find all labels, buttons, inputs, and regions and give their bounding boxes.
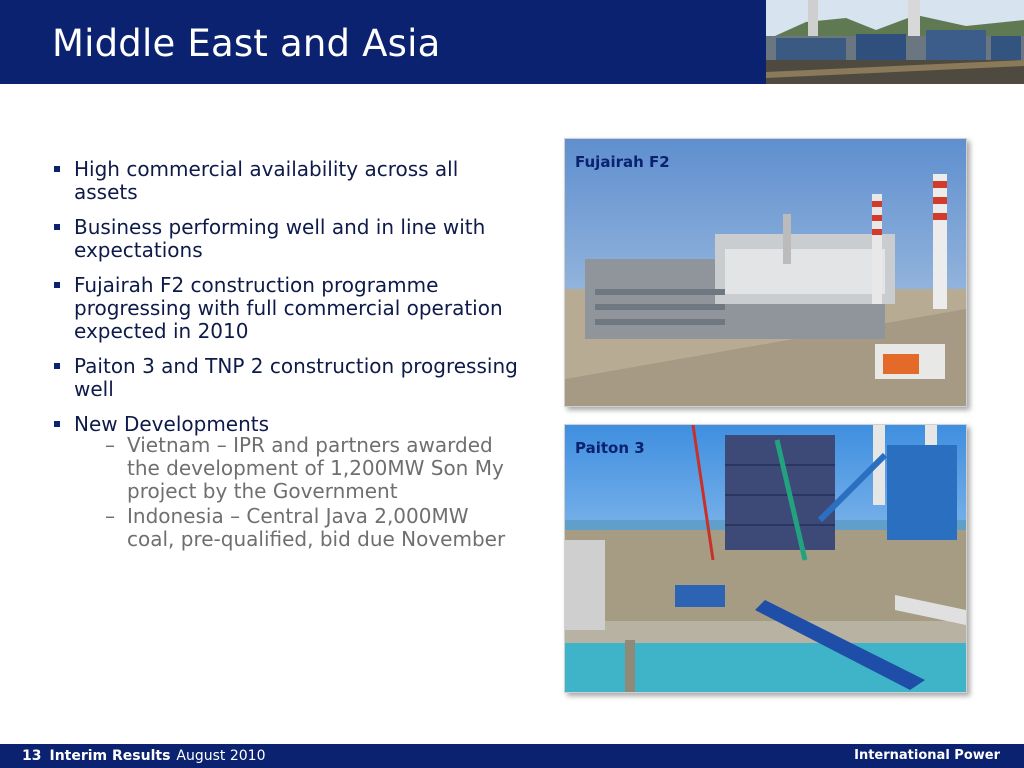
square-bullet-icon [54,421,60,427]
slide-footer [0,744,1024,768]
bullet-item [52,355,522,401]
sub-bullet-list [52,434,522,551]
bullet-item [52,274,522,343]
bullet-text: Fujairah F2 construction programme progressing with full commercial operation expected in 2010 [74,273,503,343]
page-number: 13 [22,748,42,764]
bullet-item [52,158,522,204]
slide-header [0,0,1024,84]
square-bullet-icon [54,166,60,172]
sub-bullet-text: Vietnam – IPR and partners awarded the development of 1,200MW Son My project by the Government [127,433,504,503]
slide-title: Middle East and Asia [52,22,441,65]
company-name: International Power [854,748,1000,763]
document-title: Interim Results [49,748,171,764]
bullet-list [52,158,522,553]
bullet-text: High commercial availability across all assets [74,157,459,204]
photo-label: Paiton 3 [575,439,645,457]
header-power-plant-image [766,0,1024,84]
sub-bullet-text: Indonesia – Central Java 2,000MW coal, pre-qualified, bid due November [127,504,506,551]
bullet-text: Paiton 3 and TNP 2 construction progressing well [74,354,518,401]
photo-label: Fujairah F2 [575,153,670,171]
square-bullet-icon [54,363,60,369]
dash-bullet-icon: – [105,433,115,457]
dash-bullet-icon: – [105,504,115,528]
square-bullet-icon [54,282,60,288]
paiton-photo [564,424,967,693]
footer-left [22,744,266,768]
fujairah-photo [564,138,967,407]
bullet-item [52,216,522,262]
bullet-text: New Developments [74,412,270,436]
square-bullet-icon [54,224,60,230]
sub-bullet-item [52,434,522,503]
sub-bullet-item [52,505,522,551]
document-date: August 2010 [176,748,266,764]
bullet-text: Business performing well and in line with expectations [74,215,486,262]
